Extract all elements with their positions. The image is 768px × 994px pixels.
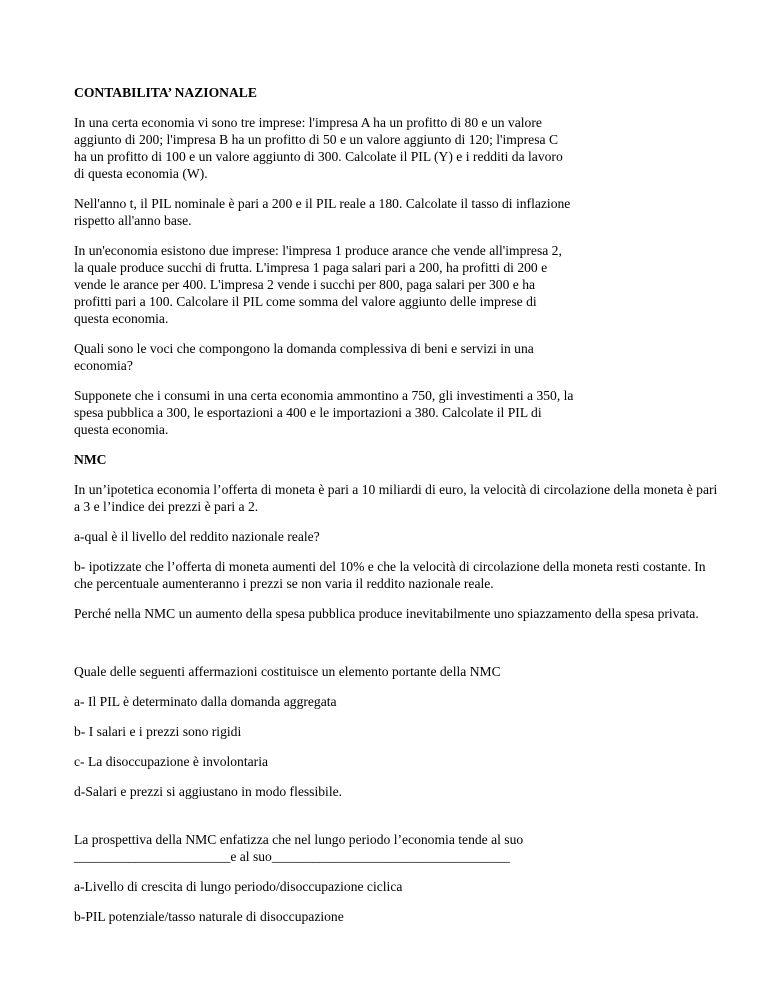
exercise-paragraph: In un'economia esistono due imprese: l'impresa 1 produce arance che vende all'impresa 2, la quale produce succhi di frutta. L'impresa 1 paga salari pari a 200, ha profitti di 200 e vende le arance per 400. L'impresa 2 vende i succhi per 800, paga salari per 300 e ha profitti pari a 100. Calcolare il PIL come somma del valore aggiunto delle imprese di questa economia. bbox=[74, 243, 562, 326]
section-title-contabilita: CONTABILITA’ NAZIONALE bbox=[74, 85, 257, 100]
mc-option: b-PIL potenziale/tasso naturale di disoccupazione bbox=[74, 909, 344, 924]
question-item: a-qual è il livello del reddito nazionale reale? bbox=[74, 529, 320, 544]
mc-option: b- I salari e i prezzi sono rigidi bbox=[74, 724, 242, 739]
mc-option: c- La disoccupazione è involontaria bbox=[74, 754, 269, 769]
mc-option: a- Il PIL è determinato dalla domanda aggregata bbox=[74, 694, 337, 709]
exercise-paragraph: Quali sono le voci che compongono la domanda complessiva di beni e servizi in una economia? bbox=[74, 341, 534, 373]
section-title-nmc: NMC bbox=[74, 452, 107, 467]
question-item: b- ipotizzate che l’offerta di moneta aumenti del 10% e che la velocità di circolazione della moneta resti costante. In che percentuale aumenteranno i prezzi se non varia il reddito nazionale reale. bbox=[74, 559, 706, 591]
blank-spacer bbox=[74, 813, 724, 831]
exercise-paragraph: In una certa economia vi sono tre imprese: l'impresa A ha un profitto di 80 e un valore aggiunto di 200; l'impresa B ha un profitto di 50 e un valore aggiunto di 120; l'impresa C ha un profitto di 100 e un valore aggiunto di 300. Calcolate il PIL (Y) e i redditi da lavoro di questa economia (W). bbox=[74, 115, 563, 181]
document-page bbox=[74, 84, 724, 938]
mc-question: La prospettiva della NMC enfatizza che nel lungo periodo l’economia tende al suo _______________________e al suo___________________________________ bbox=[74, 832, 524, 864]
exercise-paragraph: Supponete che i consumi in una certa economia ammontino a 750, gli investimenti a 350, la spesa pubblica a 300, le esportazioni a 400 e le importazioni a 380. Calcolate il PIL di questa economia. bbox=[74, 388, 574, 437]
mc-option: d-Salari e prezzi si aggiustano in modo flessibile. bbox=[74, 784, 343, 799]
exercise-paragraph: Nell'anno t, il PIL nominale è pari a 200 e il PIL reale a 180. Calcolate il tasso di inflazione rispetto all'anno base. bbox=[74, 196, 571, 228]
mc-question: Quale delle seguenti affermazioni costituisce un elemento portante della NMC bbox=[74, 664, 501, 679]
mc-option: a-Livello di crescita di lungo periodo/disoccupazione ciclica bbox=[74, 879, 403, 894]
exercise-paragraph: In un’ipotetica economia l’offerta di moneta è pari a 10 miliardi di euro, la velocità di circolazione della moneta è pari a 3 e l’indice dei prezzi è pari a 2. bbox=[74, 482, 718, 514]
blank-spacer bbox=[74, 635, 724, 663]
exercise-paragraph: Perché nella NMC un aumento della spesa pubblica produce inevitabilmente uno spiazzamento della spesa privata. bbox=[74, 606, 699, 621]
